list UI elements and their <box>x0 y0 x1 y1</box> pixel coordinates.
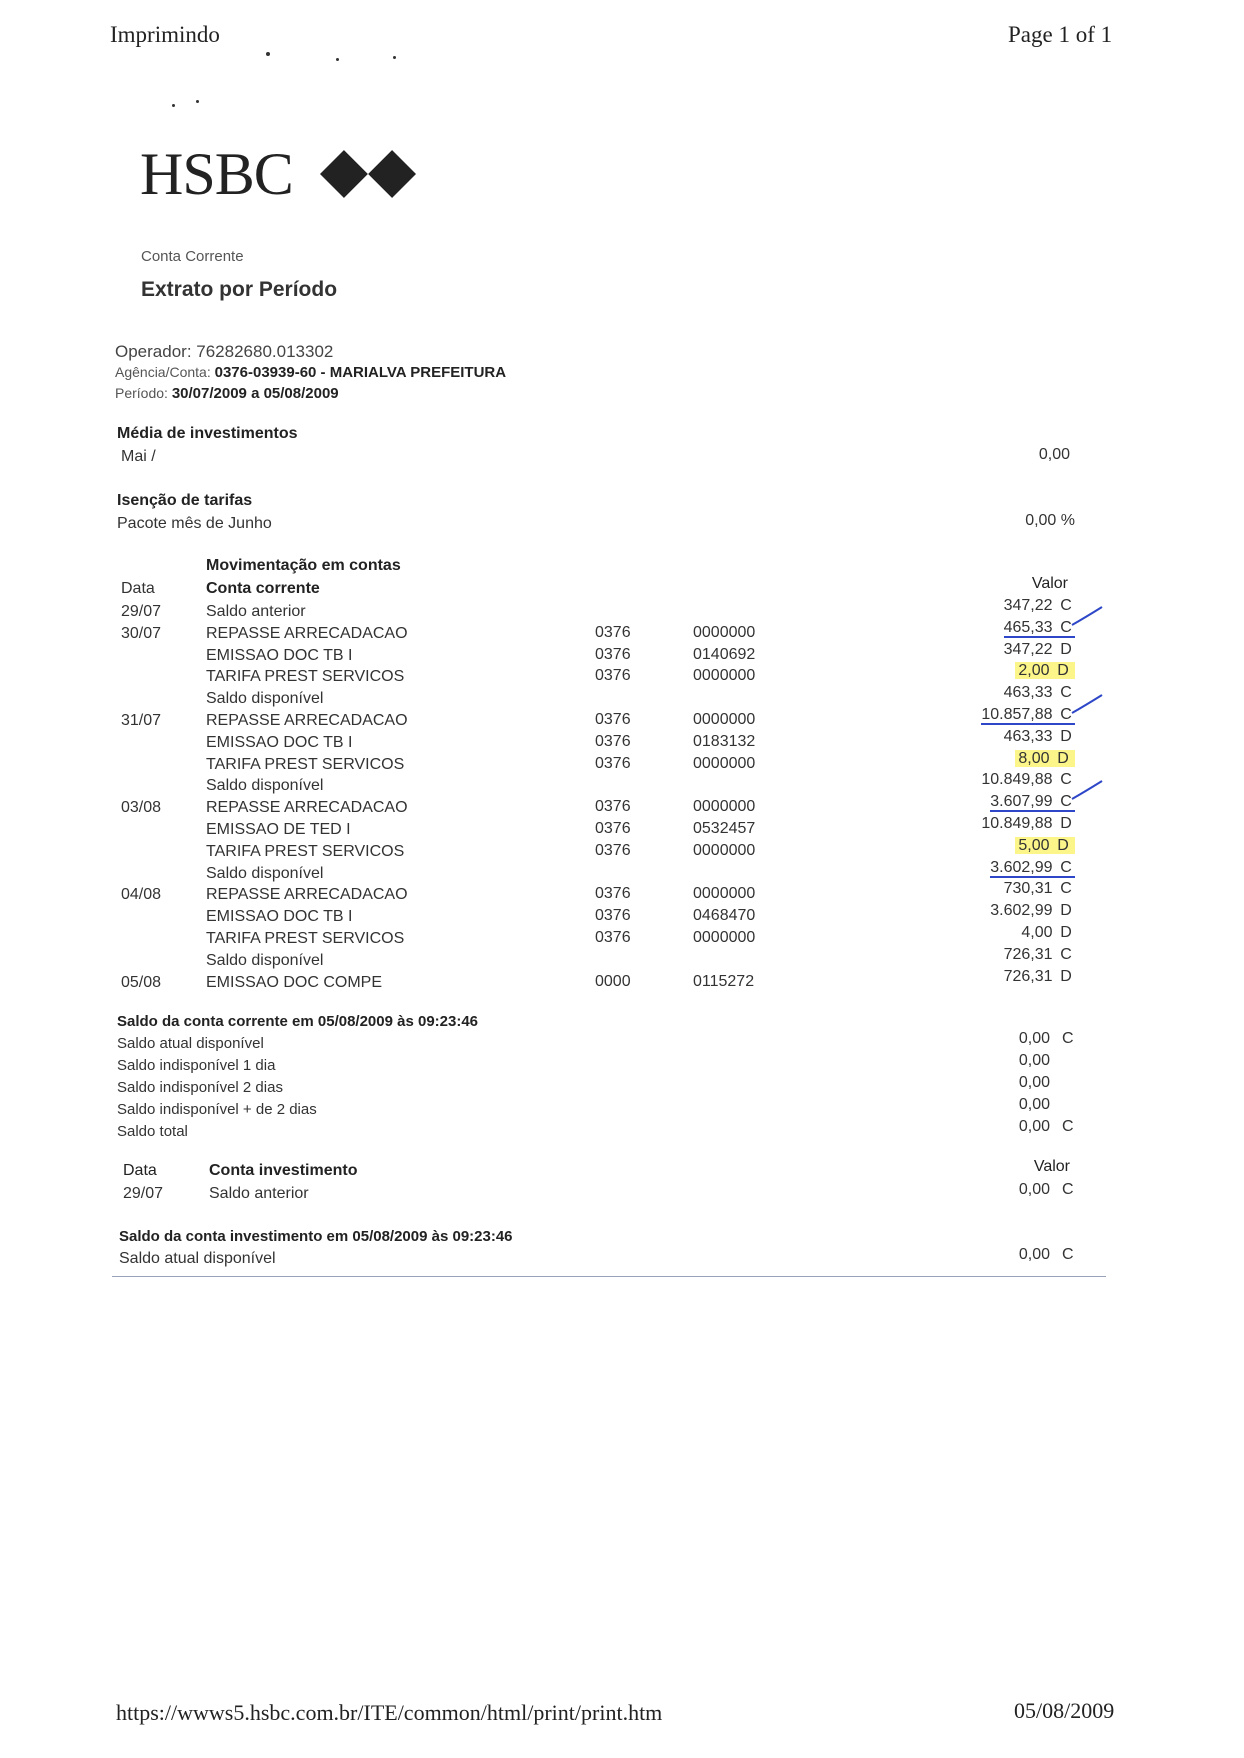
row-document: 0000000 <box>693 755 756 772</box>
row-debit-credit: D <box>1060 815 1072 832</box>
row-date: 30/07 <box>121 625 162 642</box>
row-value: 5,00 <box>1018 837 1050 854</box>
row-description: REPASSE ARRECADACAO <box>206 712 408 729</box>
row-debit-credit: C <box>1060 859 1072 876</box>
row-debit-credit: C <box>1060 793 1072 810</box>
row-amount <box>950 662 1075 680</box>
hsbc-hexagon-logo-icon <box>320 150 416 198</box>
saldo-cc-label: Saldo atual disponível <box>117 1035 264 1052</box>
row-amount <box>950 750 1075 768</box>
checkmark-icon <box>1070 779 1104 801</box>
row-agency: 0376 <box>595 798 631 815</box>
row-agency: 0376 <box>595 711 631 728</box>
row-description: REPASSE ARRECADACAO <box>206 799 408 816</box>
row-debit-credit: C <box>1060 597 1072 614</box>
row-debit-credit: C <box>1060 706 1072 723</box>
row-amount <box>950 815 1075 833</box>
row-date: 05/08 <box>121 974 162 991</box>
row-amount <box>950 641 1075 659</box>
isencao-label: Pacote mês de Junho <box>117 515 272 532</box>
row-document: 0000000 <box>693 624 756 641</box>
saldo-cc-value: 0,00 <box>1018 1118 1050 1135</box>
row-description: TARIFA PREST SERVICOS <box>206 843 405 860</box>
row-document: 0140692 <box>693 646 756 663</box>
row-agency: 0376 <box>595 820 631 837</box>
scan-speck <box>393 56 396 59</box>
agencia-line <box>115 364 506 381</box>
row-document: 0000000 <box>693 798 756 815</box>
row-description: EMISSAO DOC TB I <box>206 908 353 925</box>
saldo-cc-value: 0,00 <box>1018 1074 1050 1091</box>
row-agency: 0376 <box>595 842 631 859</box>
row-value: 730,31 <box>1003 880 1053 897</box>
scan-speck <box>266 52 270 56</box>
row-amount <box>950 837 1075 855</box>
col-header-valor: Valor <box>1031 575 1068 592</box>
saldo-cc-label: Saldo indisponível 2 dias <box>117 1079 283 1096</box>
row-debit-credit: C <box>1060 771 1072 788</box>
periodo-line <box>115 385 339 402</box>
row-amount <box>950 728 1075 746</box>
row-value: 3.602,99 <box>990 902 1053 919</box>
row-document: 0000000 <box>693 842 756 859</box>
row-value: 465,33 <box>1003 619 1053 636</box>
row-debit-credit: C <box>1060 684 1072 701</box>
media-label: Mai / <box>121 448 156 465</box>
scan-speck <box>172 104 175 107</box>
row-value: 726,31 <box>1003 946 1053 963</box>
operador-line: Operador: 76282680.013302 <box>115 342 334 361</box>
isencao-heading: Isenção de tarifas <box>117 492 253 509</box>
saldo-inv-dc: C <box>1062 1246 1074 1263</box>
bottom-divider <box>112 1276 1106 1277</box>
row-description: TARIFA PREST SERVICOS <box>206 930 405 947</box>
inv-row-value: 0,00 <box>1018 1181 1050 1198</box>
row-value: 463,33 <box>1003 684 1053 701</box>
row-document: 0000000 <box>693 711 756 728</box>
scan-speck <box>336 58 339 61</box>
row-amount <box>950 771 1075 789</box>
hsbc-wordmark: HSBC <box>140 141 293 207</box>
isencao-value: 0,00 % <box>1025 512 1075 529</box>
inv-col-header-data: Data <box>123 1162 157 1179</box>
row-agency: 0376 <box>595 755 631 772</box>
row-document: 0468470 <box>693 907 756 924</box>
periodo-label: Período: <box>115 385 168 401</box>
row-value: 3.607,99 <box>990 793 1053 810</box>
row-description: TARIFA PREST SERVICOS <box>206 668 405 685</box>
row-value: 726,31 <box>1003 968 1053 985</box>
saldo-inv-value: 0,00 <box>1018 1246 1050 1263</box>
row-description: EMISSAO DE TED I <box>206 821 351 838</box>
row-description: Saldo disponível <box>206 952 324 969</box>
print-header-page: Page 1 of 1 <box>1008 22 1113 47</box>
row-debit-credit: D <box>1060 902 1072 919</box>
row-agency: 0376 <box>595 885 631 902</box>
row-amount <box>950 859 1075 877</box>
row-debit-credit: D <box>1060 968 1072 985</box>
inv-col-header-valor: Valor <box>1033 1158 1070 1175</box>
row-description: TARIFA PREST SERVICOS <box>206 756 405 773</box>
row-debit-credit: D <box>1060 641 1072 658</box>
movimentacao-heading: Movimentação em contas <box>206 557 401 574</box>
row-value: 347,22 <box>1003 597 1053 614</box>
row-amount <box>950 597 1075 615</box>
row-value: 463,33 <box>1003 728 1053 745</box>
col-header-conta: Conta corrente <box>206 580 320 597</box>
row-amount <box>950 902 1075 920</box>
row-date: 04/08 <box>121 886 162 903</box>
row-value: 10.857,88 <box>981 706 1053 723</box>
print-footer-date: 05/08/2009 <box>1014 1698 1115 1723</box>
row-date: 03/08 <box>121 799 162 816</box>
row-agency: 0376 <box>595 907 631 924</box>
periodo-value: 30/07/2009 a 05/08/2009 <box>171 385 339 402</box>
agencia-value: 0376-03939-60 - MARIALVA PREFEITURA <box>214 364 507 381</box>
row-document: 0000000 <box>693 885 756 902</box>
row-agency: 0376 <box>595 646 631 663</box>
row-agency: 0376 <box>595 667 631 684</box>
inv-row-desc: Saldo anterior <box>209 1185 309 1202</box>
inv-col-header-conta: Conta investimento <box>209 1162 358 1179</box>
col-header-data: Data <box>121 580 155 597</box>
row-value: 10.849,88 <box>981 815 1053 832</box>
row-document: 0115272 <box>693 973 755 990</box>
agencia-label: Agência/Conta: <box>115 364 211 380</box>
row-amount <box>950 968 1075 986</box>
row-amount <box>950 793 1075 811</box>
row-amount <box>950 924 1075 942</box>
checkmark-icon <box>1070 605 1104 627</box>
row-document: 0183132 <box>693 733 756 750</box>
saldo-cc-dc: C <box>1062 1118 1074 1135</box>
row-debit-credit: C <box>1060 619 1072 636</box>
row-amount <box>950 706 1075 724</box>
row-description: Saldo disponível <box>206 865 324 882</box>
row-description: EMISSAO DOC COMPE <box>206 974 383 991</box>
row-amount <box>950 684 1075 702</box>
row-description: Saldo disponível <box>206 690 324 707</box>
row-value: 3.602,99 <box>990 859 1053 876</box>
saldo-cc-label: Saldo indisponível 1 dia <box>117 1057 276 1074</box>
row-debit-credit: C <box>1060 880 1072 897</box>
row-description: REPASSE ARRECADACAO <box>206 886 408 903</box>
saldo-cc-dc: C <box>1062 1030 1074 1047</box>
row-description: REPASSE ARRECADACAO <box>206 625 408 642</box>
row-agency: 0376 <box>595 929 631 946</box>
row-document: 0532457 <box>693 820 756 837</box>
row-amount <box>950 619 1075 637</box>
row-date: 31/07 <box>121 712 162 729</box>
checkmark-icon <box>1070 693 1104 715</box>
row-debit-credit: D <box>1057 837 1069 854</box>
inv-row-dc: C <box>1062 1181 1074 1198</box>
saldo-inv-heading: Saldo da conta investimento em 05/08/2009 às 09:23:46 <box>119 1228 513 1245</box>
saldo-cc-value: 0,00 <box>1018 1096 1050 1113</box>
saldo-cc-value: 0,00 <box>1018 1030 1050 1047</box>
row-agency: 0376 <box>595 733 631 750</box>
row-value: 347,22 <box>1003 641 1053 658</box>
row-value: 4,00 <box>1021 924 1053 941</box>
row-amount <box>950 880 1075 898</box>
inv-row-date: 29/07 <box>123 1185 164 1202</box>
saldo-inv-label: Saldo atual disponível <box>119 1250 276 1267</box>
saldo-cc-value: 0,00 <box>1018 1052 1050 1069</box>
row-debit-credit: D <box>1060 924 1072 941</box>
media-value: 0,00 <box>1038 446 1070 463</box>
row-debit-credit: D <box>1057 662 1069 679</box>
row-description: EMISSAO DOC TB I <box>206 734 353 751</box>
row-description: Saldo anterior <box>206 603 306 620</box>
section-label: Conta Corrente <box>141 248 244 265</box>
row-document: 0000000 <box>693 929 756 946</box>
page-title: Extrato por Período <box>141 278 338 301</box>
row-agency: 0000 <box>595 973 631 990</box>
row-date: 29/07 <box>121 603 162 620</box>
row-document: 0000000 <box>693 667 756 684</box>
row-debit-credit: C <box>1060 946 1072 963</box>
row-debit-credit: D <box>1057 750 1069 767</box>
row-value: 2,00 <box>1018 662 1050 679</box>
row-amount <box>950 946 1075 964</box>
print-header-title: Imprimindo <box>110 22 220 47</box>
print-footer-url: https://wwws5.hsbc.com.br/ITE/common/html/print/print.htm <box>116 1700 663 1725</box>
scan-speck <box>196 100 199 103</box>
saldo-cc-label: Saldo total <box>117 1123 188 1140</box>
saldo-cc-label: Saldo indisponível + de 2 dias <box>117 1101 317 1118</box>
saldo-cc-heading: Saldo da conta corrente em 05/08/2009 às 09:23:46 <box>117 1013 479 1030</box>
row-description: EMISSAO DOC TB I <box>206 647 353 664</box>
media-heading: Média de investimentos <box>117 425 298 442</box>
row-description: Saldo disponível <box>206 777 324 794</box>
row-value: 8,00 <box>1018 750 1050 767</box>
row-agency: 0376 <box>595 624 631 641</box>
row-debit-credit: D <box>1060 728 1072 745</box>
row-value: 10.849,88 <box>981 771 1053 788</box>
